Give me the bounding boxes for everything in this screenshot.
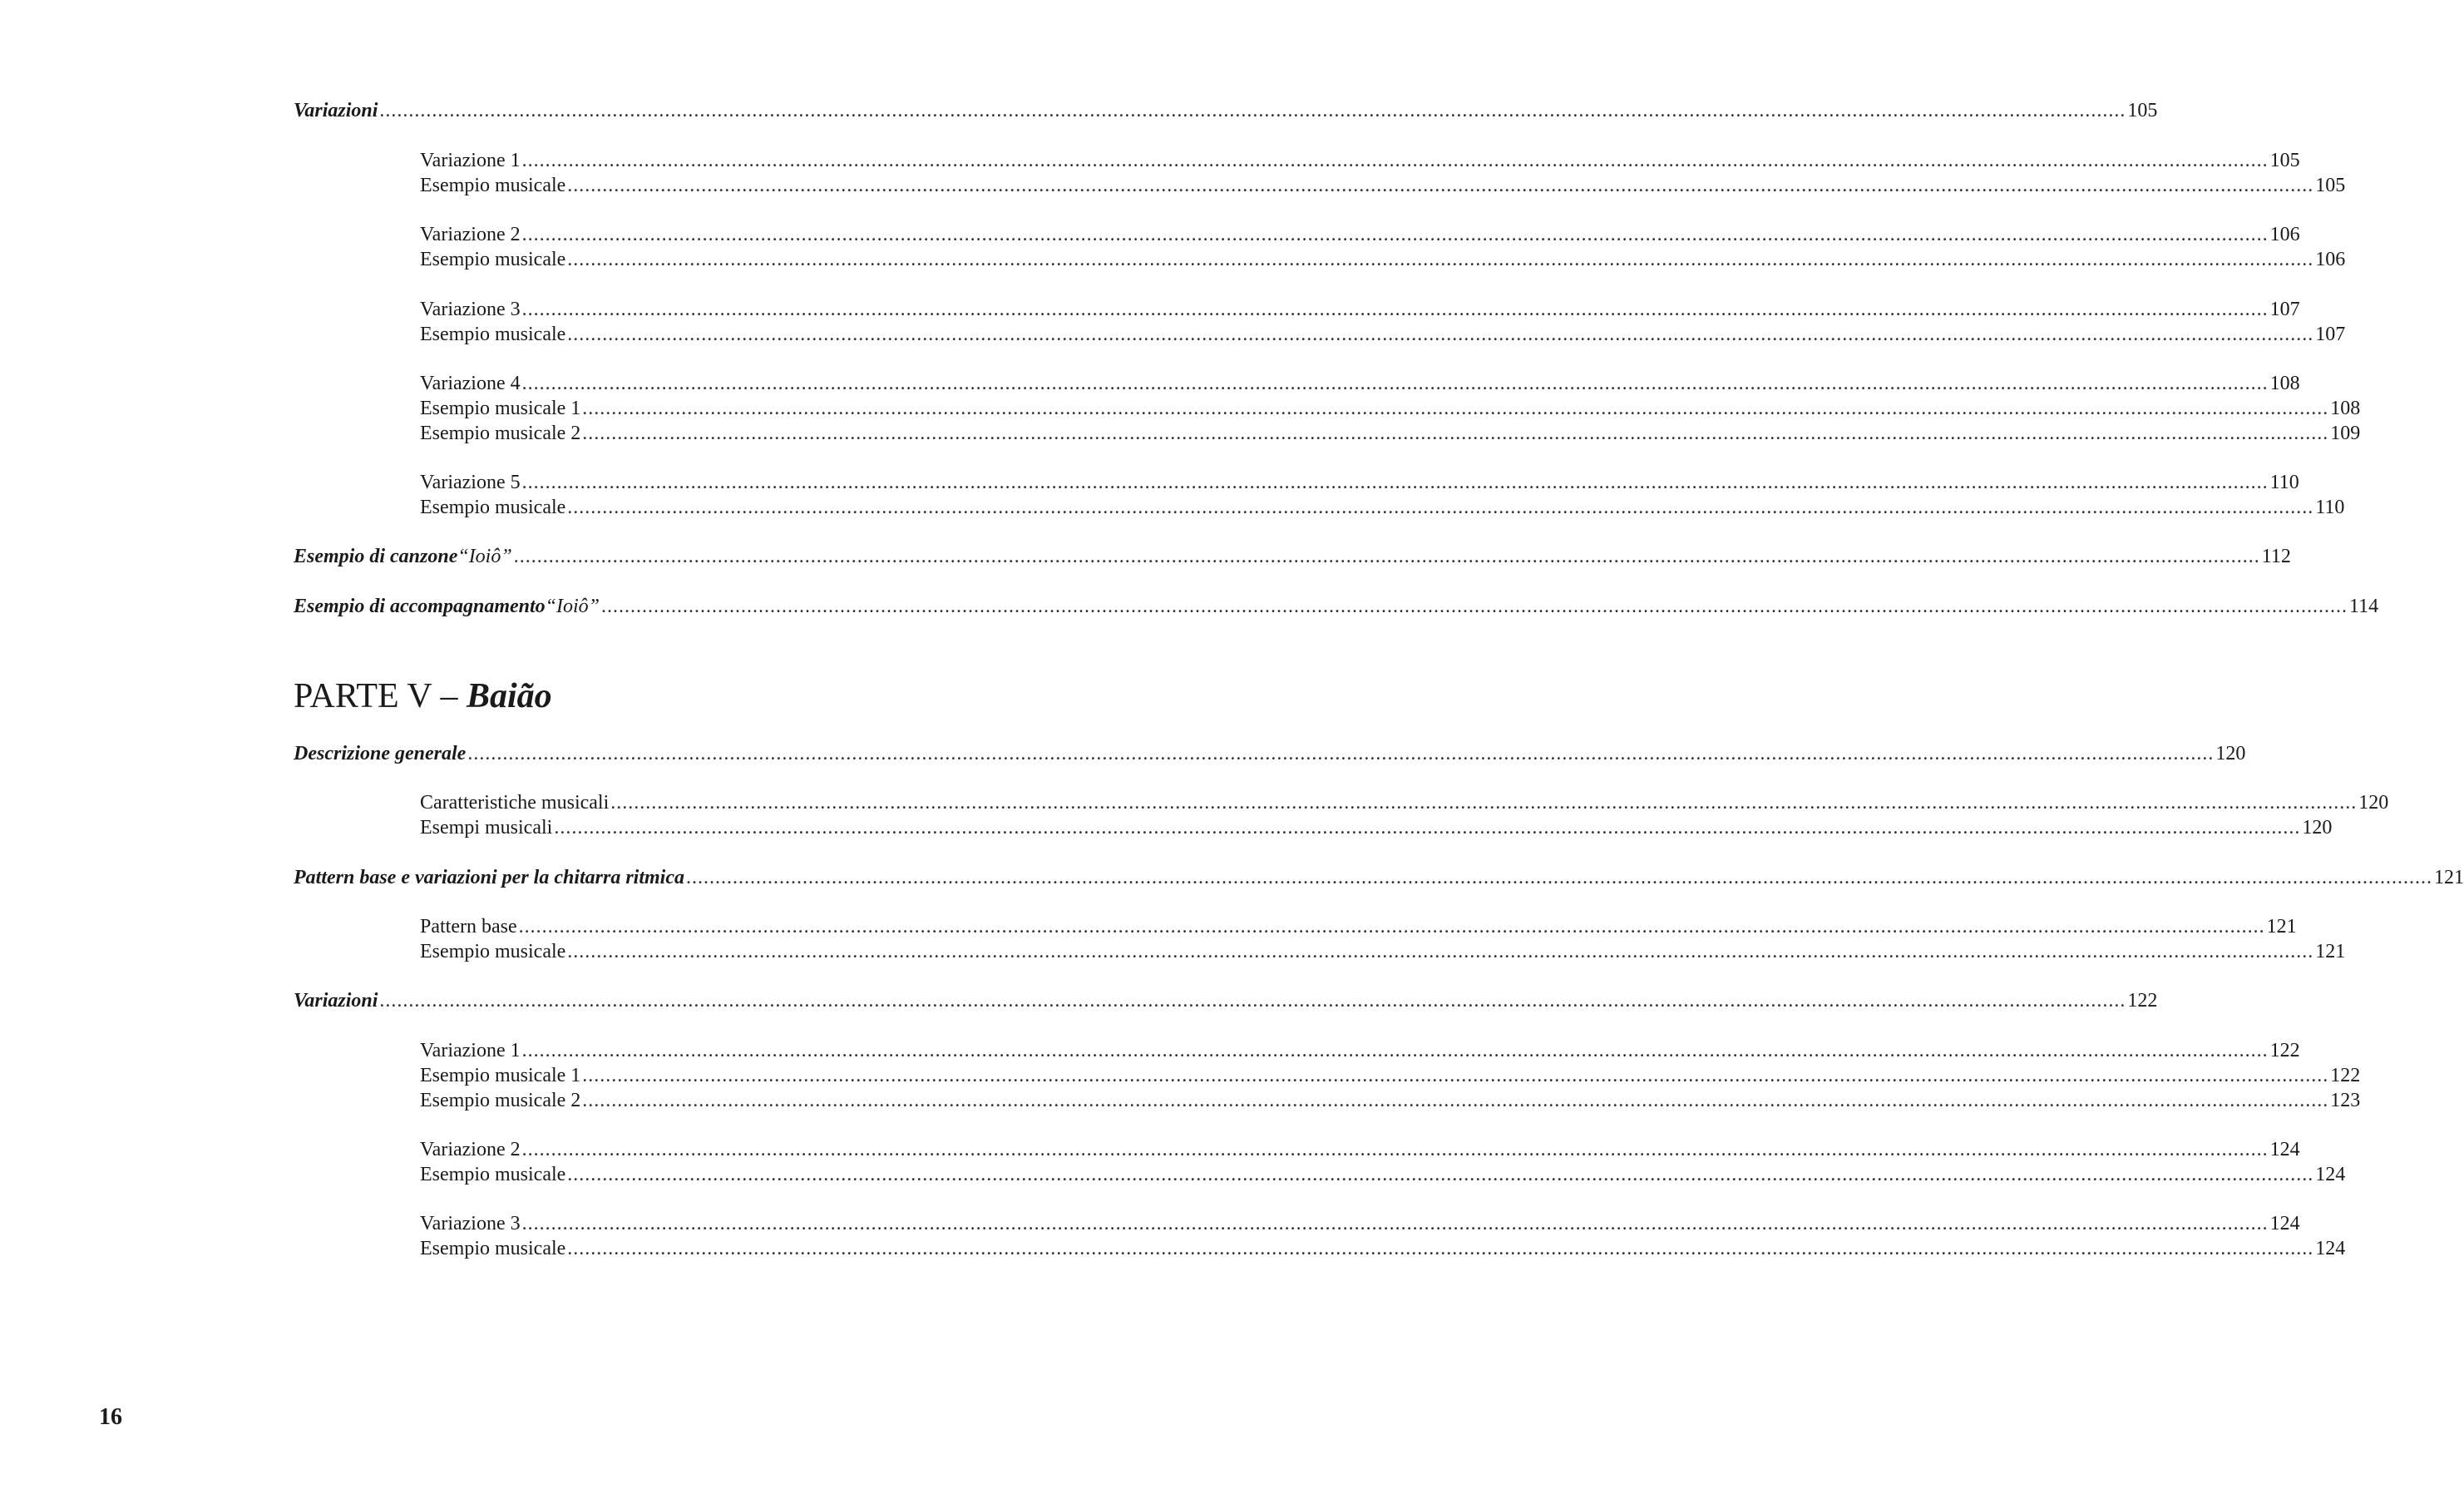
toc-leader-dots: ............................................................................................................................................................................................................................................................................................................ xyxy=(567,941,2314,962)
toc-section-entry xyxy=(294,741,2246,766)
toc-entry-title: Variazione 2 xyxy=(420,224,521,245)
toc-page-number: 122 xyxy=(2127,990,2158,1012)
toc-subentry xyxy=(420,1063,2361,1088)
toc-entry-title: Esempio musicale xyxy=(420,941,566,962)
toc-entry-title: Esempio musicale xyxy=(420,1238,566,1259)
toc-leader-dots: ............................................................................................................................................................................................................................................................................................................ xyxy=(521,1213,2269,1234)
toc-page-number: 110 xyxy=(2315,497,2345,518)
toc-page-number: 122 xyxy=(2269,1040,2300,1061)
toc-section-entry xyxy=(294,865,2464,890)
toc-subentry xyxy=(420,148,2300,173)
toc-subentry xyxy=(420,173,2346,198)
toc-subentry xyxy=(420,815,2333,840)
toc-subentry xyxy=(420,396,2361,421)
toc-leader-dots: ............................................................................................................................................................................................................................................................................................................ xyxy=(554,817,2301,839)
toc-page-number: 121 xyxy=(2315,941,2346,962)
toc-entry-title: Esempio musicale xyxy=(420,324,566,345)
toc-entry-title: Esempio musicale xyxy=(420,249,566,270)
toc-leader-dots: ............................................................................................................................................................................................................................................................................................................ xyxy=(379,100,2126,121)
toc-entry-quote: “Ioiô” xyxy=(457,546,512,567)
toc-entry-title: Esempio musicale xyxy=(420,497,566,518)
toc-entry-title: Variazione 2 xyxy=(420,1139,521,1160)
toc-entry-title: Esempio musicale 1 xyxy=(420,398,581,419)
toc-subentry xyxy=(420,297,2300,322)
toc-entry-title: Esempio di accompagnamento xyxy=(294,596,546,617)
toc-entry-title: Variazione 4 xyxy=(420,373,521,394)
toc-subentry xyxy=(420,470,2299,495)
part-heading xyxy=(294,675,552,717)
toc-leader-dots: ............................................................................................................................................................................................................................................................................................................ xyxy=(379,990,2126,1012)
toc-leader-dots: ............................................................................................................................................................................................................................................................................................................ xyxy=(521,1040,2269,1061)
toc-leader-dots: ............................................................................................................................................................................................................................................................................................................ xyxy=(521,150,2269,171)
toc-page-number: 106 xyxy=(2315,249,2346,270)
toc-entry-title: Descrizione generale xyxy=(294,743,467,764)
toc-leader-dots: ............................................................................................................................................................................................................................................................................................................ xyxy=(513,546,2260,567)
toc-leader-dots: ............................................................................................................................................................................................................................................................................................................ xyxy=(610,792,2358,814)
toc-leader-dots: ............................................................................................................................................................................................................................................................................................................ xyxy=(518,916,2265,937)
toc-page-number: 121 xyxy=(2266,916,2297,937)
toc-page-number: 123 xyxy=(2330,1090,2361,1111)
toc-leader-dots: ............................................................................................................................................................................................................................................................................................................ xyxy=(467,743,2215,764)
toc-entry-title: Esempio musicale 2 xyxy=(420,423,581,444)
toc-entry-title: Variazione 1 xyxy=(420,150,521,171)
toc-page-number: 120 xyxy=(2358,792,2389,814)
toc-subentry xyxy=(420,1137,2300,1162)
toc-leader-dots: ............................................................................................................................................................................................................................................................................................................ xyxy=(521,224,2269,245)
toc-entry-title: Esempio musicale xyxy=(420,1164,566,1185)
toc-subentry xyxy=(420,495,2345,520)
toc-leader-dots: ............................................................................................................................................................................................................................................................................................................ xyxy=(582,1065,2329,1086)
toc-page-number: 124 xyxy=(2315,1164,2346,1185)
toc-leader-dots: ............................................................................................................................................................................................................................................................................................................ xyxy=(521,1139,2269,1160)
toc-entry-quote: “Ioiô” xyxy=(545,596,600,617)
toc-entry-title: Variazione 3 xyxy=(420,1213,521,1234)
toc-entry-title: Pattern base e variazioni per la chitarra ritmica xyxy=(294,867,685,888)
toc-page-number: 122 xyxy=(2330,1065,2361,1086)
toc-subentry xyxy=(420,371,2300,396)
toc-leader-dots: ............................................................................................................................................................................................................................................................................................................ xyxy=(582,1090,2329,1111)
toc-page-number: 105 xyxy=(2127,100,2158,121)
page-number: 16 xyxy=(99,1404,122,1430)
toc-page-number: 120 xyxy=(2215,743,2246,764)
toc-subentry xyxy=(420,222,2300,247)
toc-leader-dots: ............................................................................................................................................................................................................................................................................................................ xyxy=(521,299,2269,320)
toc-entry-title: Esempio musicale 1 xyxy=(420,1065,581,1086)
toc-subentry xyxy=(420,1088,2361,1113)
toc-subentry xyxy=(420,247,2346,272)
toc-page-number: 107 xyxy=(2315,324,2346,345)
toc-page-number: 108 xyxy=(2330,398,2361,419)
toc-leader-dots: ............................................................................................................................................................................................................................................................................................................ xyxy=(567,249,2314,270)
toc-page-number: 105 xyxy=(2269,150,2300,171)
toc-leader-dots: ............................................................................................................................................................................................................................................................................................................ xyxy=(686,867,2433,888)
part-heading-title: PARTE V – xyxy=(294,677,467,715)
toc-page-number: 124 xyxy=(2269,1213,2300,1234)
toc-entry-title: Esempi musicali xyxy=(420,817,553,839)
toc-leader-dots: ............................................................................................................................................................................................................................................................................................................ xyxy=(601,596,2348,617)
toc-page-number: 120 xyxy=(2302,817,2333,839)
toc-leader-dots: ............................................................................................................................................................................................................................................................................................................ xyxy=(521,373,2269,394)
toc-leader-dots: ............................................................................................................................................................................................................................................................................................................ xyxy=(567,1238,2314,1259)
toc-subentry xyxy=(420,1236,2346,1261)
toc-page-number: 105 xyxy=(2315,175,2346,196)
toc-leader-dots: ............................................................................................................................................................................................................................................................................................................ xyxy=(521,472,2269,493)
toc-subentry xyxy=(420,322,2346,347)
toc-leader-dots: ............................................................................................................................................................................................................................................................................................................ xyxy=(582,398,2329,419)
toc-entry-title: Caratteristiche musicali xyxy=(420,792,610,814)
toc-page-number: 110 xyxy=(2269,472,2299,493)
toc-page-number: 108 xyxy=(2269,373,2300,394)
toc-entry-title: Variazione 5 xyxy=(420,472,521,493)
toc-entry-title: Esempio musicale 2 xyxy=(420,1090,581,1111)
toc-entry-title: Esempio musicale xyxy=(420,175,566,196)
toc-page-number: 124 xyxy=(2269,1139,2300,1160)
toc-section-entry xyxy=(294,98,2158,123)
toc-page-number: 121 xyxy=(2434,867,2464,888)
toc-subentry xyxy=(420,1038,2300,1063)
toc-subentry xyxy=(420,1211,2300,1236)
toc-leader-dots: ............................................................................................................................................................................................................................................................................................................ xyxy=(567,497,2314,518)
toc-page-number: 109 xyxy=(2330,423,2361,444)
toc-entry-title: Variazioni xyxy=(294,100,378,121)
toc-subentry xyxy=(420,914,2297,939)
toc-leader-dots: ............................................................................................................................................................................................................................................................................................................ xyxy=(567,1164,2314,1185)
toc-section-entry xyxy=(294,988,2158,1013)
toc-entry-title: Esempio di canzone xyxy=(294,546,458,567)
toc-page-number: 124 xyxy=(2315,1238,2346,1259)
toc-subentry xyxy=(420,1162,2346,1187)
toc-leader-dots: ............................................................................................................................................................................................................................................................................................................ xyxy=(567,324,2314,345)
toc-entry-title: Pattern base xyxy=(420,916,517,937)
toc-subentry xyxy=(420,421,2361,446)
toc-entry-title: Variazione 1 xyxy=(420,1040,521,1061)
toc-subentry xyxy=(420,939,2346,964)
toc-entry-title: Variazioni xyxy=(294,990,378,1012)
toc-page-number: 114 xyxy=(2349,596,2379,617)
toc-page-number: 107 xyxy=(2269,299,2300,320)
toc-section-entry xyxy=(294,594,2379,619)
toc-leader-dots: ............................................................................................................................................................................................................................................................................................................ xyxy=(567,175,2314,196)
toc-section-entry xyxy=(294,544,2291,569)
toc-leader-dots: ............................................................................................................................................................................................................................................................................................................ xyxy=(582,423,2329,444)
part-heading-subject: Baião xyxy=(466,677,552,715)
toc-page-number: 106 xyxy=(2269,224,2300,245)
toc-entry-title: Variazione 3 xyxy=(420,299,521,320)
toc-subentry xyxy=(420,790,2389,815)
toc-page-number: 112 xyxy=(2261,546,2291,567)
